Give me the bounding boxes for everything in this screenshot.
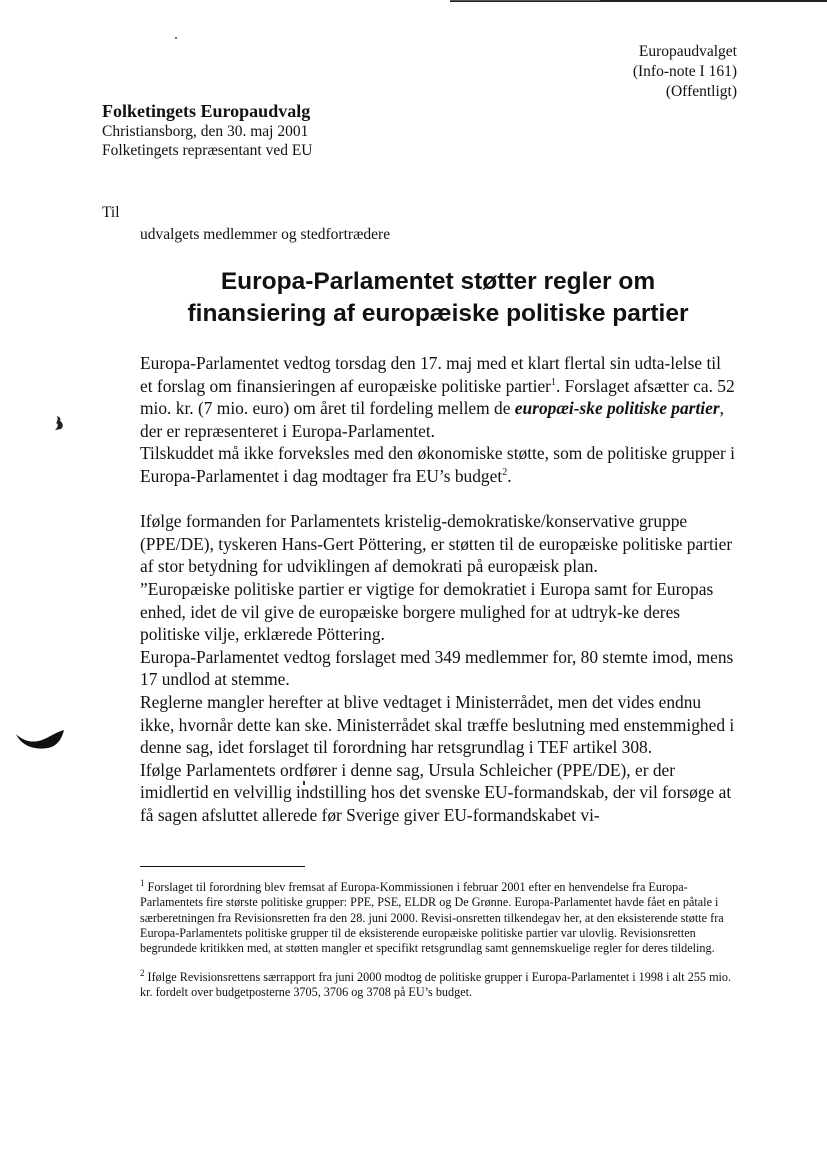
ref-classification: (Offentligt) xyxy=(665,83,737,100)
footnote-text: Ifølge Revisionsrettens særrapport fra juni 2000 modtog de politiske grupper i Europa-Parlamentet i 1998 i alt 255 mio. kr. fordelt over budgetposterne 3705, 3706 og 3708 på EU’s budget. xyxy=(140,969,732,999)
punch-hole-mark-icon xyxy=(52,415,66,431)
paragraph-text: , der er repræsenteret i Europa-Parlamentet. xyxy=(140,398,724,441)
footnote-divider xyxy=(140,866,305,867)
ref-info-note: (Info-note I 161) xyxy=(632,63,737,80)
article-body xyxy=(140,352,736,826)
paragraph-text: . xyxy=(507,465,512,486)
title-line-1: Europa-Parlamentet støtter regler om xyxy=(220,268,656,295)
punch-hole-shadow-icon xyxy=(14,728,66,750)
paragraph-gap xyxy=(140,488,736,511)
scan-speck xyxy=(175,37,177,39)
paragraph-council: Reglerne mangler herefter at blive vedtaget i Ministerrådet, men det vides endnu ikke, hvornår dette kan ske. Ministerrådet skal træffe beslutning med enstemmighed i denne sag, idet forslaget til forordning har retsgrundlag i TEF artikel 308. xyxy=(140,691,735,758)
footnote-1 xyxy=(140,876,736,957)
paragraph-rapporteur: Ifølge Parlamentets ordfører i denne sag, Ursula Schleicher (PPE/DE), er der imidlertid en velvillig indstilling hos det svenske EU-formandskab, der vil forsøge at få sagen afsluttet allerede før Sverige giver EU-formandskabet vi- xyxy=(140,759,732,825)
place-date: Christiansborg, den 30. maj 2001 xyxy=(102,123,309,140)
footnote-ref-2[interactable]: 2 xyxy=(502,467,508,479)
footnote-number: 2 xyxy=(140,967,145,978)
paragraph-poettering: Ifølge formanden for Parlamentets kristelig-demokratiske/konservative gruppe (PPE/DE), tyskeren Hans-Gert Pöttering, er støtten til de europæiske politiske partier af stor betydning for udviklingen af demokrati på europæisk plan. xyxy=(140,511,733,577)
footnote-number: 1 xyxy=(140,878,145,888)
paragraph-quote: ”Europæiske politiske partier er vigtige for demokratiet i Europa samt for Europas enhed, idet de vil give de europæiske borgere mulighed for at udtryk-ke deres politiske vilje, erklærede Pöttering. xyxy=(140,578,714,645)
scan-edge-line-faint xyxy=(450,0,600,1)
title-line-2: finansiering af europæiske politiske partier xyxy=(187,300,689,327)
footnote-text: Forslaget til forordning blev fremsat af Europa-Kommissionen i februar 2001 efter en henvendelse fra Europa-Parlamentets fire største politiske grupper: PPE, PSE, ELDR og De Grønne. Europa-Parlamentet havde fået en påtale i særberetningen fra Revisionsretten fra den 28. juni 2000. Revisi-onsretten tilkendegav her, at den eksisterende støtte fra Europa-Parlamentets politiske grupper til de eksisterende europæiske politiske partier var ulovlig. Revisionsretten begrundede kritikken med, at støtten mangler et specifikt retsgrundlag samt gennemskuelige regler for deres tildeling. xyxy=(140,880,724,956)
footnote-2 xyxy=(140,966,736,1001)
ref-committee: Europaudvalget xyxy=(638,43,737,60)
paragraph-text: Tilskuddet må ikke forveksles med den økonomiske støtte, som de politiske grupper i Europa-Parlamentet i dag modtager fra EU’s budget xyxy=(140,443,735,486)
sender-role: Folketingets repræsentant ved EU xyxy=(102,142,313,159)
paragraph-text: Europa-Parlamentet vedtog torsdag den 17. maj med et klart flertal sin udta-lelse til et forslag om finansieringen af europæiske politiske partier xyxy=(140,353,721,396)
paragraph-vote: Europa-Parlamentet vedtog forslaget med 349 medlemmer for, 80 stemte imod, mens 17 undlod at stemme. xyxy=(140,646,734,690)
paragraph-text: . Forslaget afsætter ca. 52 mio. kr. (7 mio. euro) om året til fordeling mellem de xyxy=(140,375,735,419)
footnotes xyxy=(140,876,736,1009)
document-reference xyxy=(633,42,737,102)
footnote-ref-1[interactable]: 1 xyxy=(550,376,556,388)
paragraph-intro xyxy=(140,352,736,442)
page-title xyxy=(140,266,736,330)
to-label: Til xyxy=(102,204,120,221)
paragraph-subsidy xyxy=(140,442,736,487)
sender-organization: Folketingets Europaudvalg xyxy=(102,101,311,121)
emphasis-term: europæi-ske politiske partier xyxy=(514,398,720,419)
sender-block xyxy=(102,100,313,160)
recipients: udvalgets medlemmer og stedfortrædere xyxy=(140,226,391,243)
